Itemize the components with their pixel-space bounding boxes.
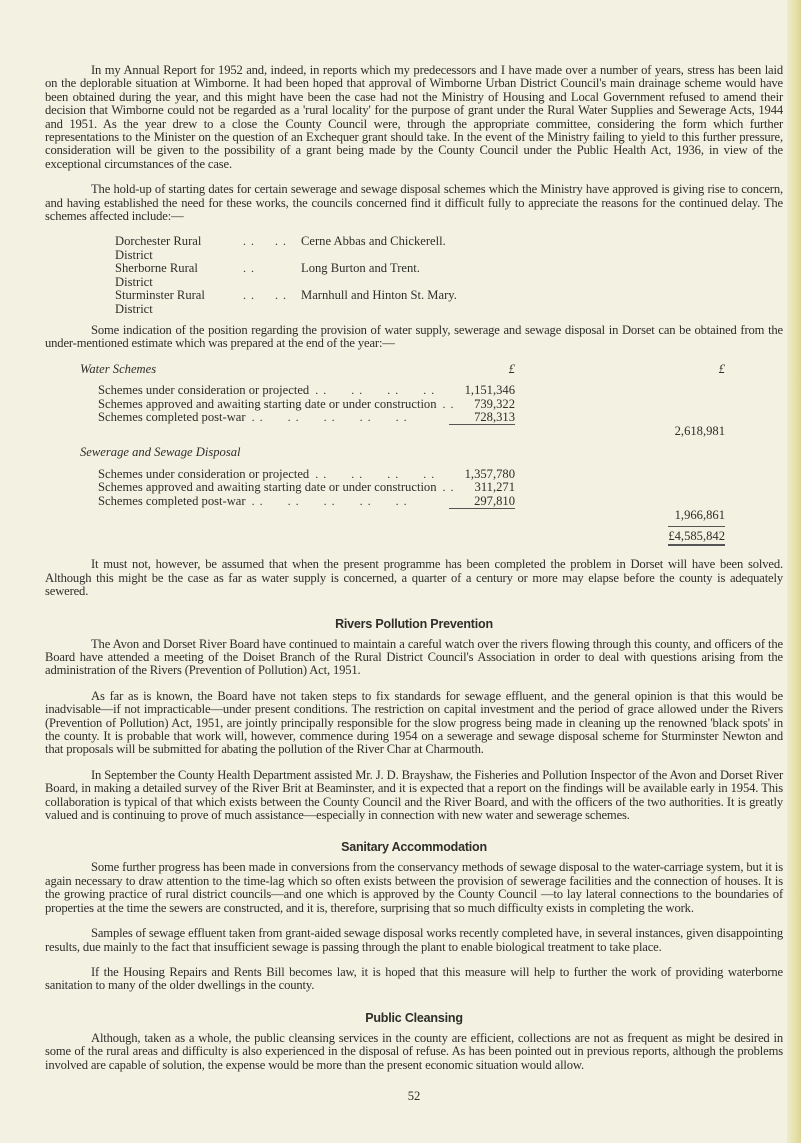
district-name: Dorchester Rural District bbox=[115, 234, 202, 262]
district-schemes: Marnhull and Hinton St. Mary. bbox=[301, 288, 457, 303]
table-row bbox=[45, 481, 725, 494]
paragraph-text: If the Housing Repairs and Rents Bill becomes law, it is hoped that this measure will help to further the work of providing waterborne sanitation to many of the older dwellings in the county. bbox=[45, 964, 783, 993]
row-label: Schemes completed post-war bbox=[98, 409, 246, 424]
district-name: Sherborne Rural District bbox=[115, 261, 198, 289]
heading-rivers-pollution: Rivers Pollution Prevention bbox=[335, 616, 493, 631]
row-label: Schemes approved and awaiting starting date or under construction bbox=[98, 480, 437, 495]
estimate-table bbox=[45, 363, 725, 547]
paragraph-wimborne bbox=[45, 64, 783, 171]
paragraph-text: As far as is known, the Board have not taken steps to fix standards for sewage effluent, and the general opinion is that this would be inadvisable—if not impracticable—under present conditions. The restriction on capital investment and the period of grace allowed under the Rivers (Prevention of Pollution) Act, 1951, are jointly principally responsible for the slow progress being made in cleaning up the renowned 'black spots' in the county. It is probable that work will, however, commence during 1954 on a sewerage and sewage disposal scheme for Sturminster Newton and that proposals will be submitted for abating the pollution of the River Char at Charmouth. bbox=[45, 688, 783, 757]
paragraph-text: Samples of sewage effluent taken from grant-aided sewage disposal works recently completed have, in several instances, given disappointing results, due mainly to the fact that insufficient sewage is passing through the plant to enable biological treatment to take place. bbox=[45, 926, 783, 954]
paragraph-indication bbox=[45, 324, 783, 351]
paragraph-text: The hold-up of starting dates for certain sewerage and sewage disposal schemes which the Ministry have approved is giving rise to concern, and having established the need for these works, the councils concerned find it difficult fully to appreciate the reasons for the continued delay. The schemes affected include:— bbox=[45, 182, 783, 224]
paragraph-text: It must not, however, be assumed that when the present programme has been completed the problem in Dorset will have been solved. Although this might be the case as far as water supply is concerned, a quarter of a century or more may elapse before the county is adequately sewered. bbox=[45, 557, 783, 599]
table-row bbox=[45, 384, 725, 397]
table-row bbox=[45, 398, 725, 411]
paragraph-standards bbox=[45, 690, 783, 757]
section-title-water: Water Schemes bbox=[80, 361, 157, 376]
currency-header: £ bbox=[718, 361, 725, 376]
leader-dots: . . bbox=[243, 261, 255, 276]
leader-dots: . . bbox=[442, 480, 455, 495]
paragraph-not-assumed bbox=[45, 558, 783, 598]
paragraph-hold-up bbox=[45, 183, 783, 223]
paragraph-river-board bbox=[45, 638, 783, 678]
paragraph-text: In my Annual Report for 1952 and, indeed, in reports which my predecessors and I have made over a number of years, stress has been laid on the deplorable situation at Wimborne. It had been hoped that approval of Wimborne Urban District Council's main drainage scheme would have been obtained during the year, and this might have been the case had not the Ministry of Housing and Local Government refused to amend their decision that Wimborne could not be regarded as a 'rural locality' for the purpose of grant under the Rural Water Supplies and Sewerage Acts, 1944 and 1951. As the year drew to a close the County Council were, through the appropriate committee, considering the form which further representations to the Minister on the question of an Exchequer grant should take. In the event of the Ministry failing to yield to this further pressure, consideration will be given to the possibility of a grant being made by the County Council under the Public Health Act, 1936, in view of the exceptional circumstances of the case. bbox=[45, 63, 783, 171]
paragraph-cleansing bbox=[45, 1032, 783, 1072]
paragraph-text: The Avon and Dorset River Board have continued to maintain a careful watch over the rivers flowing through this county, and officers of the Board have attended a meeting of the Doiset Branch of the Rural District Council's Association in order to deal with questions arising from the administration of the Rivers (Prevention of Pollution) Act, 1951. bbox=[45, 636, 783, 678]
currency-header: £ bbox=[508, 361, 515, 376]
paragraph-text: Some indication of the position regarding the provision of water supply, sewerage and sewage disposal in Dorset can be obtained from the under-mentioned estimate which was prepared at the end of the year:— bbox=[45, 322, 783, 351]
table-row bbox=[45, 468, 725, 481]
row-label: Schemes completed post-war bbox=[98, 493, 246, 508]
heading-sanitary-accommodation: Sanitary Accommodation bbox=[341, 840, 487, 855]
row-value: 728,313 bbox=[474, 409, 515, 424]
paragraph-text: In September the County Health Department assisted Mr. J. D. Brayshaw, the Fisheries and Pollution Inspector of the Avon and Dorset River Board, in making a detailed survey of the River Brit at Beaminster, and it is expected that a report on the findings will be available early in 1954. This collaboration is typical of that which exists between the County Council and the River Board, and with the officers of the two authorities. It is greatly valued and is continuing to prove of much assistance—especially in connection with new water and sewerage schemes. bbox=[45, 767, 783, 823]
subtotal-water: 2,618,981 bbox=[674, 423, 725, 438]
table-row bbox=[45, 495, 725, 508]
section-header-row bbox=[45, 363, 725, 376]
leader-dots: . . . . bbox=[243, 288, 287, 303]
subtotal-rule bbox=[449, 424, 515, 438]
paragraph-housing-bill bbox=[45, 966, 783, 993]
subtotal-row bbox=[45, 508, 725, 522]
district-schemes: Long Burton and Trent. bbox=[301, 261, 420, 276]
leader-dots: . . . . . . . . . . bbox=[251, 493, 408, 508]
row-value: 1,357,780 bbox=[464, 466, 515, 481]
paragraph-survey bbox=[45, 769, 783, 823]
leader-dots: . . . . . . . . bbox=[315, 383, 436, 398]
paragraph-text: Some further progress has been made in conversions from the conservancy methods of sewage disposal to the water-carriage system, but it is again necessary to draw attention to the time-lag which so often exists between the provision of sewerage facilities and the connection of houses. It is the growing practice of rural district councils—and one which is approved by the County Council —to lay lateral connections to the boundaries of properties at the time the sewers are constructed, and it is, therefore, surprising that so much difficulty exists in completing the work. bbox=[45, 860, 783, 915]
section-header-row bbox=[45, 446, 725, 459]
row-label: Schemes under consideration or projected bbox=[98, 383, 310, 398]
district-list bbox=[115, 235, 783, 315]
page-number: 52 bbox=[407, 1088, 421, 1103]
table-row bbox=[45, 411, 725, 424]
paragraph-samples bbox=[45, 927, 783, 954]
row-label: Schemes approved and awaiting starting date or under construction bbox=[98, 396, 437, 411]
grand-total: £4,585,842 bbox=[668, 526, 725, 546]
subtotal-rule bbox=[449, 508, 515, 522]
leader-dots: . . . . . . . . . . bbox=[251, 409, 408, 424]
total-row bbox=[45, 526, 725, 546]
section-title-sewerage: Sewerage and Sewage Disposal bbox=[80, 445, 241, 460]
paragraph-conversions bbox=[45, 861, 783, 915]
paragraph-text: Although, taken as a whole, the public cleansing services in the county are efficient, collections are not as frequent as might be desired in some of the rural areas and difficulty is also experienced in the disposal of refuse. As has been pointed out in previous reports, although the problems involved are capable of solution, the expense would be more than the present economic situation would allow. bbox=[45, 1030, 783, 1072]
row-value: 739,322 bbox=[474, 396, 515, 411]
district-schemes: Cerne Abbas and Chickerell. bbox=[301, 234, 446, 249]
leader-dots: . . . . bbox=[243, 234, 287, 249]
row-value: 311,271 bbox=[474, 480, 515, 495]
leader-dots: . . bbox=[442, 396, 455, 411]
subtotal-row bbox=[45, 424, 725, 438]
leader-dots: . . . . . . . . bbox=[315, 466, 436, 481]
row-value: 297,810 bbox=[474, 493, 515, 508]
row-value: 1,151,346 bbox=[464, 383, 515, 398]
heading-public-cleansing: Public Cleansing bbox=[365, 1010, 463, 1025]
district-name: Sturminster Rural District bbox=[115, 288, 205, 316]
subtotal-sewerage: 1,966,861 bbox=[674, 507, 725, 522]
row-label: Schemes under consideration or projected bbox=[98, 466, 310, 481]
